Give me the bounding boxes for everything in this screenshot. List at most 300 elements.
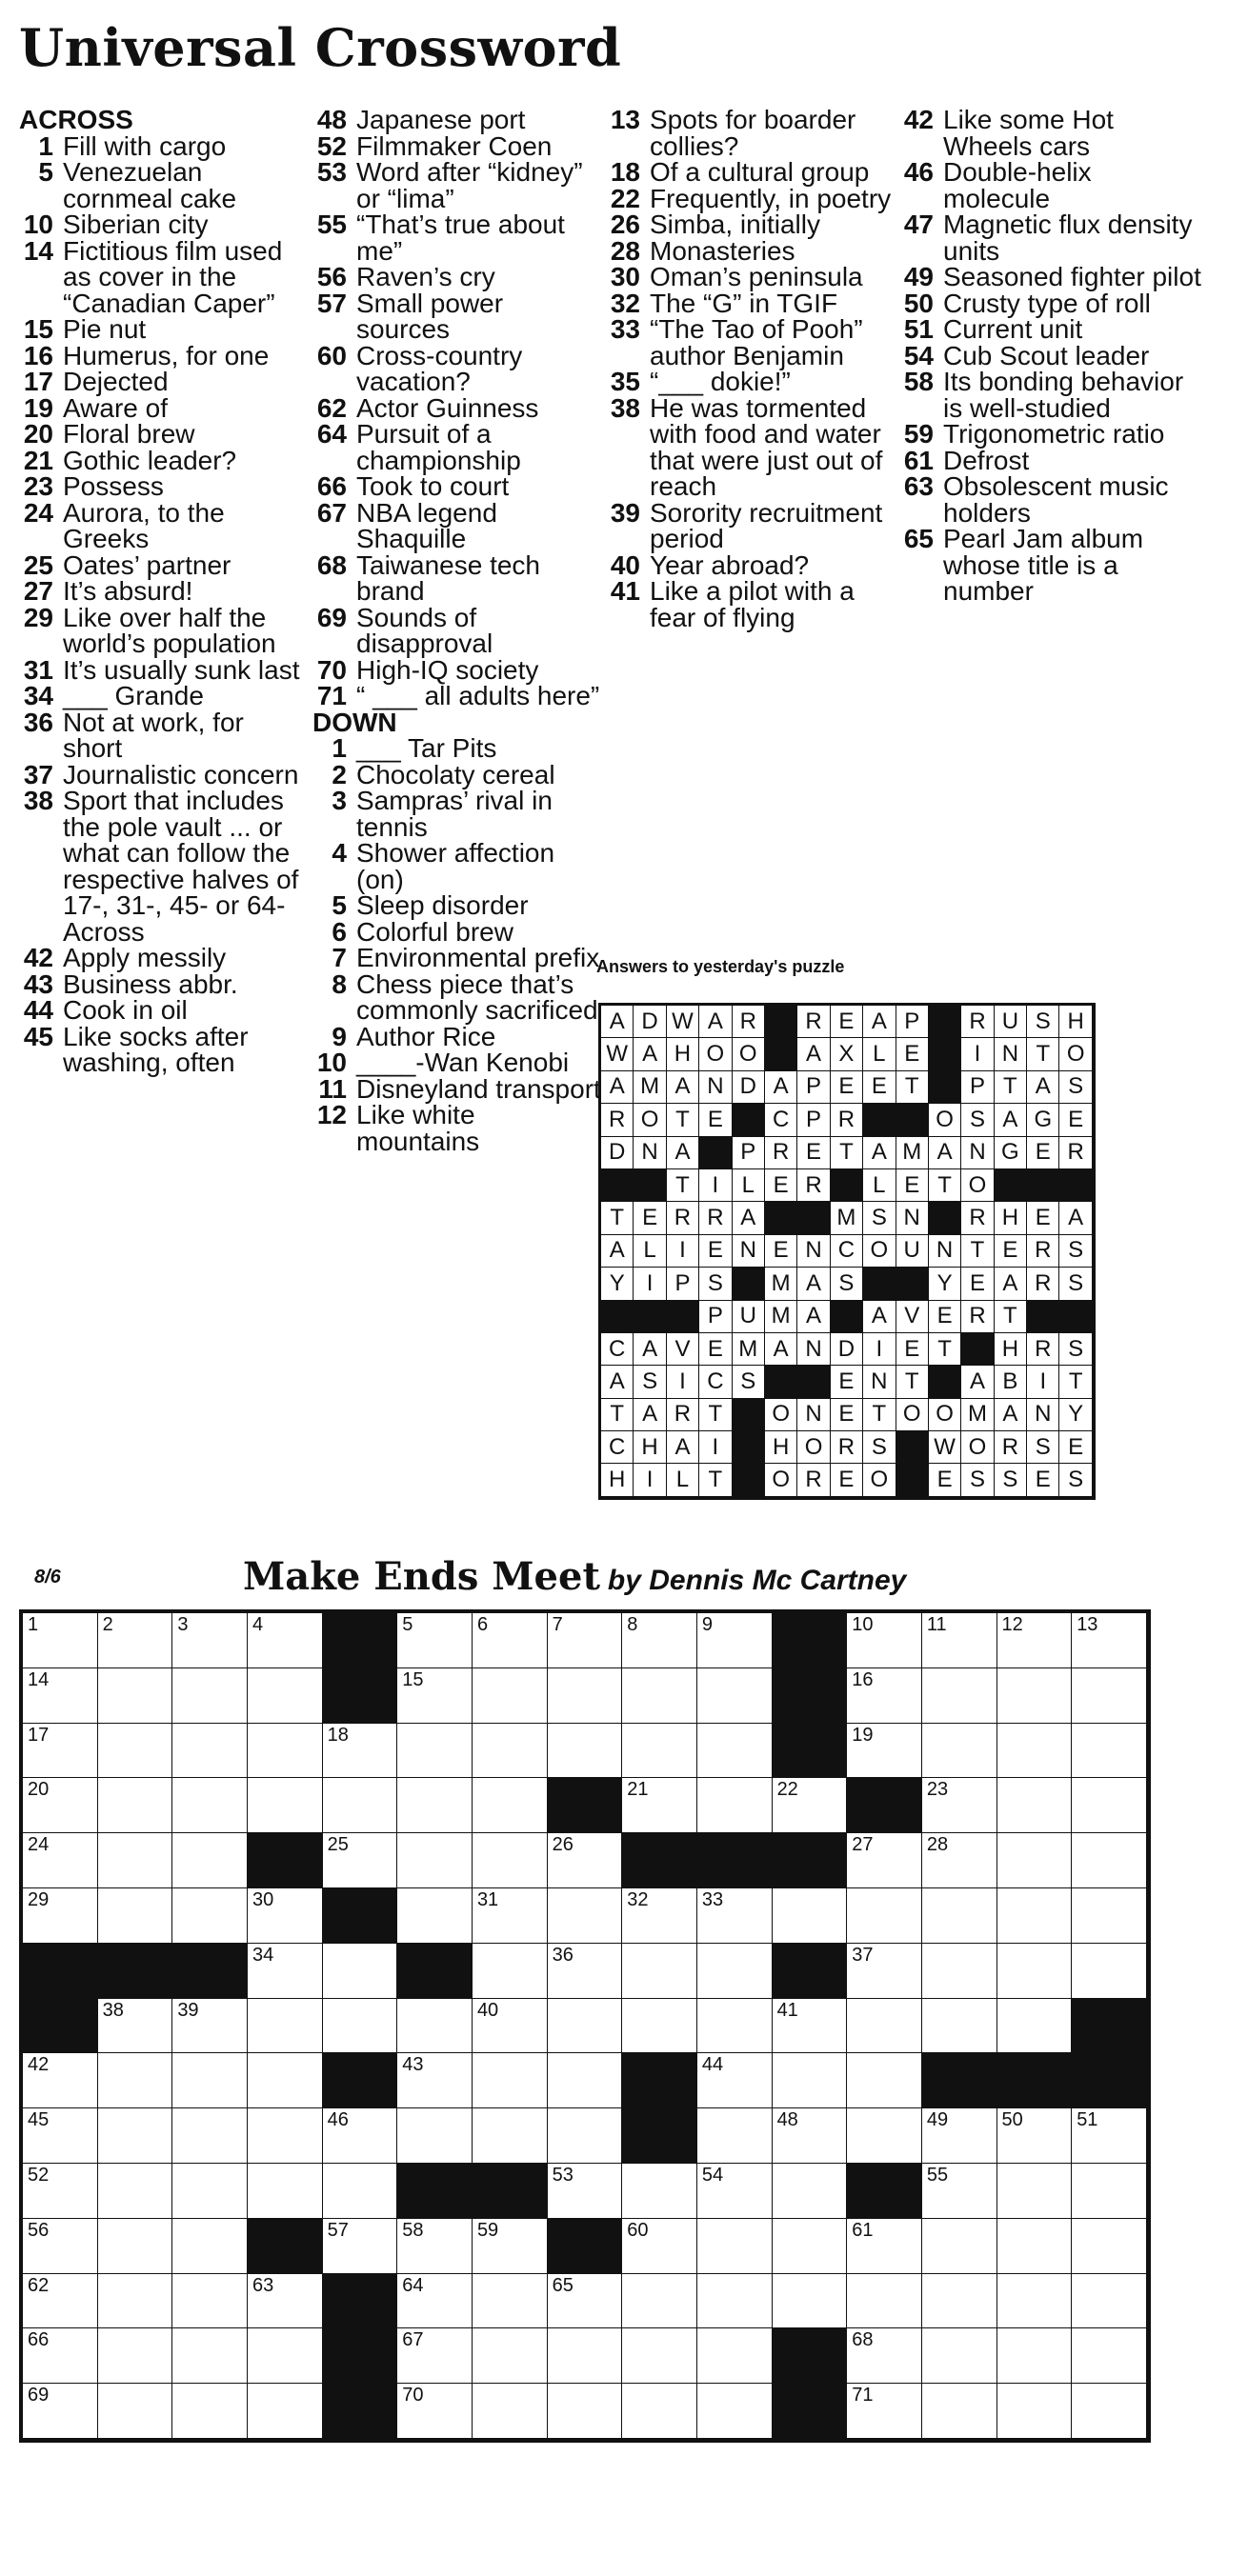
grid-square[interactable]	[473, 1668, 548, 1724]
clue	[19, 578, 305, 605]
clue	[312, 968, 603, 1025]
grid-square[interactable]	[697, 2164, 773, 2219]
grid-square[interactable]	[1072, 1668, 1147, 1724]
grid-square[interactable]	[997, 1724, 1073, 1779]
grid-square[interactable]	[98, 1724, 173, 1779]
grid-square[interactable]	[922, 1613, 997, 1668]
grid-square[interactable]	[548, 1833, 623, 1888]
grid-square[interactable]	[773, 2274, 848, 2329]
answer-letter: S	[961, 1464, 994, 1496]
answer-black-square	[896, 1464, 929, 1496]
grid-square[interactable]	[473, 2384, 548, 2439]
grid-square[interactable]	[473, 1999, 548, 2054]
grid-square[interactable]	[922, 1668, 997, 1724]
grid-square[interactable]	[397, 2219, 473, 2274]
grid-square[interactable]	[697, 2108, 773, 2164]
clue-number: 54	[903, 340, 934, 370]
answer-letter: E	[1059, 1431, 1092, 1464]
answer-letter: Y	[929, 1268, 961, 1300]
grid-square[interactable]	[323, 2219, 398, 2274]
grid-square[interactable]	[548, 2384, 623, 2439]
answer-letter: M	[831, 1202, 863, 1234]
grid-square[interactable]	[997, 2108, 1073, 2164]
grid-square[interactable]	[622, 1613, 697, 1668]
grid-square[interactable]	[23, 2328, 98, 2384]
answer-letter: D	[733, 1071, 765, 1104]
grid-square[interactable]	[323, 2164, 398, 2219]
grid-square[interactable]	[773, 2053, 848, 2108]
answer-letter: H	[995, 1333, 1027, 1366]
grid-square[interactable]	[172, 2274, 248, 2329]
square-number: 44	[701, 2054, 724, 2076]
grid-square[interactable]	[847, 1613, 922, 1668]
grid-square[interactable]	[23, 1833, 98, 1888]
grid-square[interactable]	[323, 1833, 398, 1888]
grid-square[interactable]	[172, 2164, 248, 2219]
grid-square[interactable]	[473, 1778, 548, 1833]
answer-letter: R	[667, 1399, 699, 1431]
grid-square[interactable]	[23, 2164, 98, 2219]
grid-square[interactable]	[248, 2384, 323, 2439]
grid-square[interactable]	[248, 1778, 323, 1833]
grid-square[interactable]	[1072, 2164, 1147, 2219]
answer-letter: S	[699, 1268, 732, 1300]
grid-square[interactable]	[98, 1888, 173, 1944]
grid-square[interactable]	[172, 2053, 248, 2108]
grid-square[interactable]	[697, 2274, 773, 2329]
grid-square[interactable]	[697, 1668, 773, 1724]
grid-square[interactable]	[548, 2164, 623, 2219]
square-number: 8	[627, 1614, 638, 1635]
answer-black-square	[929, 1366, 961, 1398]
grid-square[interactable]	[997, 2274, 1073, 2329]
answer-letter: B	[995, 1366, 1027, 1398]
clue-number: 45	[23, 1021, 53, 1051]
grid-square[interactable]	[847, 2328, 922, 2384]
clue-text: Aware of	[63, 392, 168, 423]
grid-square[interactable]	[98, 2219, 173, 2274]
grid-square[interactable]	[922, 2274, 997, 2329]
grid-square[interactable]	[922, 1999, 997, 2054]
grid-square[interactable]	[922, 1944, 997, 1999]
grid-square[interactable]	[248, 2328, 323, 2384]
grid-square[interactable]	[473, 1888, 548, 1944]
clue-text: He was tormented with food and water that were just out of reach	[650, 392, 883, 501]
clue-number: 1	[332, 733, 347, 763]
black-square	[323, 2384, 398, 2439]
grid-square[interactable]	[397, 2053, 473, 2108]
square-number: 17	[28, 1724, 50, 1746]
answer-letter: W	[929, 1431, 961, 1464]
clue	[899, 211, 1204, 264]
answer-letter: R	[995, 1431, 1027, 1464]
grid-square[interactable]	[548, 1999, 623, 2054]
grid-square[interactable]	[397, 2328, 473, 2384]
grid-square[interactable]	[23, 1668, 98, 1724]
answer-letter: L	[863, 1038, 896, 1070]
grid-square[interactable]	[397, 2384, 473, 2439]
grid-square[interactable]	[548, 1613, 623, 1668]
answer-letter: E	[831, 1399, 863, 1431]
answer-letter: A	[634, 1399, 666, 1431]
grid-square[interactable]	[98, 1999, 173, 2054]
grid-square[interactable]	[997, 2384, 1073, 2439]
answer-letter: P	[699, 1301, 732, 1333]
grid-square[interactable]	[1072, 1888, 1147, 1944]
grid-square[interactable]	[622, 2164, 697, 2219]
grid-square[interactable]	[172, 1999, 248, 2054]
grid-square[interactable]	[997, 1833, 1073, 1888]
grid-square[interactable]	[622, 1778, 697, 1833]
grid-square[interactable]	[98, 2274, 173, 2329]
grid-square[interactable]	[323, 2108, 398, 2164]
square-number: 53	[552, 2164, 574, 2186]
grid-square[interactable]	[773, 1888, 848, 1944]
grid-square[interactable]	[473, 2108, 548, 2164]
grid-square[interactable]	[172, 1888, 248, 1944]
grid-square[interactable]	[997, 2219, 1073, 2274]
grid-square[interactable]	[98, 1833, 173, 1888]
grid-square[interactable]	[1072, 1833, 1147, 1888]
grid-square[interactable]	[847, 1833, 922, 1888]
grid-square[interactable]	[697, 1888, 773, 1944]
grid-square[interactable]	[172, 2108, 248, 2164]
clue-text: “___ dokie!”	[650, 367, 791, 396]
answer-letter: T	[896, 1366, 929, 1398]
answer-letter: S	[1059, 1333, 1092, 1366]
grid-square[interactable]	[548, 2053, 623, 2108]
clue-text: Word after “kidney” or “lima”	[356, 157, 583, 213]
grid-square[interactable]	[548, 1888, 623, 1944]
grid-square[interactable]	[473, 1724, 548, 1779]
grid-square[interactable]	[1072, 2108, 1147, 2164]
grid-square[interactable]	[922, 2219, 997, 2274]
grid-square[interactable]	[847, 2274, 922, 2329]
answer-letter: O	[634, 1104, 666, 1136]
grid-square[interactable]	[773, 2219, 848, 2274]
clue-text: Floral brew	[63, 419, 195, 449]
grid-square[interactable]	[1072, 2328, 1147, 2384]
clue-text: Apply messily	[63, 943, 227, 972]
clue-number: 26	[610, 210, 640, 239]
grid-square[interactable]	[172, 1778, 248, 1833]
clue-number: 51	[903, 314, 934, 344]
answer-letter: E	[863, 1071, 896, 1104]
grid-square[interactable]	[922, 2164, 997, 2219]
answer-letter: E	[831, 1464, 863, 1496]
grid-square[interactable]	[697, 2219, 773, 2274]
grid-square[interactable]	[922, 1778, 997, 1833]
grid-square[interactable]	[98, 2328, 173, 2384]
grid-square[interactable]	[997, 1944, 1073, 1999]
grid-square[interactable]	[697, 1999, 773, 2054]
grid-square[interactable]	[622, 1888, 697, 1944]
clue-text: Humerus, for one	[63, 340, 270, 370]
square-number: 18	[327, 1724, 349, 1746]
grid-square[interactable]	[1072, 1724, 1147, 1779]
grid-square[interactable]	[397, 1778, 473, 1833]
clue-number: 28	[610, 235, 640, 266]
answer-black-square	[765, 1366, 797, 1398]
grid-square[interactable]	[548, 2274, 623, 2329]
grid-square[interactable]	[98, 1613, 173, 1668]
grid-square[interactable]	[997, 1778, 1073, 1833]
clue	[19, 445, 305, 475]
clue-number: 16	[23, 340, 53, 370]
grid-square[interactable]	[622, 1668, 697, 1724]
grid-square[interactable]	[23, 2053, 98, 2108]
grid-square[interactable]	[922, 1888, 997, 1944]
answer-letter: C	[831, 1235, 863, 1268]
answer-letter: A	[667, 1137, 699, 1169]
black-square	[773, 2328, 848, 2384]
answer-letter: D	[601, 1137, 634, 1169]
answer-letter: P	[797, 1071, 830, 1104]
grid-square[interactable]	[98, 2384, 173, 2439]
grid-square[interactable]	[773, 1778, 848, 1833]
clue	[899, 107, 1204, 159]
grid-square[interactable]	[172, 1724, 248, 1779]
answer-letter: S	[863, 1431, 896, 1464]
square-number: 46	[327, 2109, 349, 2131]
grid-square[interactable]	[473, 2274, 548, 2329]
grid-square[interactable]	[172, 1668, 248, 1724]
grid-square[interactable]	[473, 2328, 548, 2384]
grid-square[interactable]	[248, 2108, 323, 2164]
grid-square[interactable]	[23, 2108, 98, 2164]
grid-square[interactable]	[622, 1724, 697, 1779]
grid-square[interactable]	[997, 1613, 1073, 1668]
clue-number: 39	[610, 497, 640, 528]
clue-number: 17	[23, 367, 53, 396]
clue-text: Siberian city	[63, 210, 209, 239]
grid-square[interactable]	[98, 2108, 173, 2164]
answer-letter: E	[896, 1038, 929, 1070]
grid-square[interactable]	[847, 2219, 922, 2274]
grid-square[interactable]	[697, 2328, 773, 2384]
grid-square[interactable]	[473, 1613, 548, 1668]
grid-square[interactable]	[473, 2053, 548, 2108]
grid-square[interactable]	[397, 1833, 473, 1888]
answer-letter: A	[601, 1235, 634, 1268]
puzzle-byline: by Dennis Mc Cartney	[607, 1565, 907, 1596]
grid-square[interactable]	[323, 1999, 398, 2054]
grid-square[interactable]	[622, 2384, 697, 2439]
grid-square[interactable]	[922, 2108, 997, 2164]
grid-square[interactable]	[622, 1944, 697, 1999]
answer-black-square	[667, 1301, 699, 1333]
grid-square[interactable]	[397, 1999, 473, 2054]
grid-square[interactable]	[98, 2164, 173, 2219]
grid-square[interactable]	[548, 2328, 623, 2384]
grid-square[interactable]	[548, 2108, 623, 2164]
grid-square[interactable]	[397, 2108, 473, 2164]
answer-letter: R	[1027, 1333, 1059, 1366]
answer-letter: M	[961, 1399, 994, 1431]
grid-square[interactable]	[997, 2328, 1073, 2384]
grid-square[interactable]	[248, 1668, 323, 1724]
clue-text: Trigonometric ratio	[943, 419, 1165, 449]
grid-square[interactable]	[847, 1999, 922, 2054]
square-number: 52	[28, 2164, 50, 2186]
grid-square[interactable]	[1072, 2219, 1147, 2274]
grid-square[interactable]	[1072, 1778, 1147, 1833]
grid-square[interactable]	[773, 2164, 848, 2219]
grid-square[interactable]	[697, 1724, 773, 1779]
square-number: 4	[252, 1614, 264, 1635]
grid-square[interactable]	[248, 1944, 323, 1999]
square-number: 21	[627, 1779, 649, 1801]
answer-letter: E	[1027, 1137, 1059, 1169]
clue-text: Author Rice	[356, 1021, 496, 1051]
grid-square[interactable]	[548, 1944, 623, 1999]
grid-square[interactable]	[773, 1999, 848, 2054]
grid-square[interactable]	[922, 2328, 997, 2384]
grid-square[interactable]	[847, 2108, 922, 2164]
answer-letter: Y	[601, 1268, 634, 1300]
page-title: Universal Crossword	[19, 17, 622, 78]
square-number: 71	[852, 2385, 874, 2406]
answer-letter: I	[634, 1464, 666, 1496]
grid-square[interactable]	[697, 2384, 773, 2439]
grid-square[interactable]	[1072, 2274, 1147, 2329]
grid-square[interactable]	[397, 1724, 473, 1779]
grid-square[interactable]	[172, 2219, 248, 2274]
answer-letter: O	[929, 1104, 961, 1136]
grid-square[interactable]	[172, 2328, 248, 2384]
grid-square[interactable]	[922, 1724, 997, 1779]
answer-letter: E	[961, 1268, 994, 1300]
grid-square[interactable]	[397, 1613, 473, 1668]
grid-square[interactable]	[548, 1668, 623, 1724]
grid-square[interactable]	[248, 2053, 323, 2108]
clue-text: Fictitious film used as cover in the “Canadian Caper”	[63, 235, 283, 318]
answer-letter: T	[929, 1333, 961, 1366]
grid-square[interactable]	[548, 1724, 623, 1779]
grid-square[interactable]	[323, 1778, 398, 1833]
grid-square[interactable]	[23, 1888, 98, 1944]
grid-square[interactable]	[397, 1888, 473, 1944]
grid-square[interactable]	[1072, 1613, 1147, 1668]
grid-square[interactable]	[248, 1999, 323, 2054]
grid-square[interactable]	[323, 1944, 398, 1999]
grid-square[interactable]	[847, 1724, 922, 1779]
clue	[19, 421, 305, 448]
grid-square[interactable]	[697, 1778, 773, 1833]
clue-number: 15	[23, 314, 53, 344]
grid-square[interactable]	[23, 1778, 98, 1833]
answer-letter: D	[634, 1006, 666, 1038]
answer-letter: E	[831, 1366, 863, 1398]
grid-square[interactable]	[248, 1613, 323, 1668]
grid-square[interactable]	[922, 2384, 997, 2439]
clue-number: 38	[23, 786, 53, 815]
grid-square[interactable]	[23, 2384, 98, 2439]
grid-square[interactable]	[98, 1668, 173, 1724]
square-number: 27	[852, 1834, 874, 1856]
grid-square[interactable]	[847, 1944, 922, 1999]
grid-square[interactable]	[622, 2219, 697, 2274]
clue-number: 30	[610, 262, 640, 291]
answer-letter: P	[667, 1268, 699, 1300]
answer-letter: R	[1059, 1137, 1092, 1169]
grid-square[interactable]	[847, 2384, 922, 2439]
answer-letter: S	[634, 1366, 666, 1398]
grid-square[interactable]	[23, 1724, 98, 1779]
clue	[19, 654, 305, 685]
grid-square[interactable]	[172, 2384, 248, 2439]
grid-square[interactable]	[248, 2274, 323, 2329]
square-number: 26	[552, 1834, 574, 1856]
grid-square[interactable]	[23, 2274, 98, 2329]
grid-square[interactable]	[622, 2328, 697, 2384]
grid-square[interactable]	[323, 1724, 398, 1779]
answer-letter: T	[896, 1071, 929, 1104]
grid-square[interactable]	[847, 1888, 922, 1944]
grid-square[interactable]	[997, 2164, 1073, 2219]
grid-square[interactable]	[1072, 1944, 1147, 1999]
grid-square[interactable]	[997, 1668, 1073, 1724]
grid-square[interactable]	[997, 1999, 1073, 2054]
grid-square[interactable]	[697, 2053, 773, 2108]
grid-square[interactable]	[1072, 2384, 1147, 2439]
grid-square[interactable]	[473, 1833, 548, 1888]
answer-letter: S	[1027, 1006, 1059, 1038]
grid-square[interactable]	[248, 1724, 323, 1779]
grid-square[interactable]	[473, 2219, 548, 2274]
grid-square[interactable]	[98, 2053, 173, 2108]
clue	[19, 473, 305, 500]
answer-letter: O	[765, 1464, 797, 1496]
grid-square[interactable]	[248, 2164, 323, 2219]
grid-square[interactable]	[622, 1999, 697, 2054]
clue	[19, 759, 305, 789]
answer-letter: T	[699, 1399, 732, 1431]
grid-square[interactable]	[922, 1833, 997, 1888]
clue-text: Of a cultural group	[650, 157, 870, 187]
grid-square[interactable]	[473, 1944, 548, 1999]
grid-square[interactable]	[172, 1833, 248, 1888]
answer-black-square	[896, 1268, 929, 1300]
grid-square[interactable]	[773, 2108, 848, 2164]
clue-number: 50	[903, 288, 934, 318]
grid-square[interactable]	[397, 1668, 473, 1724]
square-number: 58	[402, 2219, 424, 2241]
clue	[19, 130, 305, 161]
grid-square[interactable]	[622, 2274, 697, 2329]
grid-square[interactable]	[997, 1888, 1073, 1944]
clue-number: 66	[316, 471, 347, 501]
black-square	[323, 1668, 398, 1724]
answer-letter: H	[601, 1464, 634, 1496]
grid-square[interactable]	[847, 1668, 922, 1724]
answer-letter: N	[896, 1202, 929, 1234]
clue	[19, 392, 305, 423]
grid-square[interactable]	[697, 1613, 773, 1668]
grid-square[interactable]	[98, 1778, 173, 1833]
grid-square[interactable]	[248, 1888, 323, 1944]
grid-square[interactable]	[847, 2053, 922, 2108]
grid-square[interactable]	[697, 1944, 773, 1999]
grid-square[interactable]	[23, 1613, 98, 1668]
answer-letter: A	[765, 1071, 797, 1104]
answer-letter: T	[831, 1137, 863, 1169]
grid-square[interactable]	[172, 1613, 248, 1668]
grid-square[interactable]	[23, 2219, 98, 2274]
answer-letter: D	[831, 1333, 863, 1366]
grid-square[interactable]	[397, 2274, 473, 2329]
clue-text: Chess piece that’s commonly sacrificed	[356, 968, 598, 1025]
